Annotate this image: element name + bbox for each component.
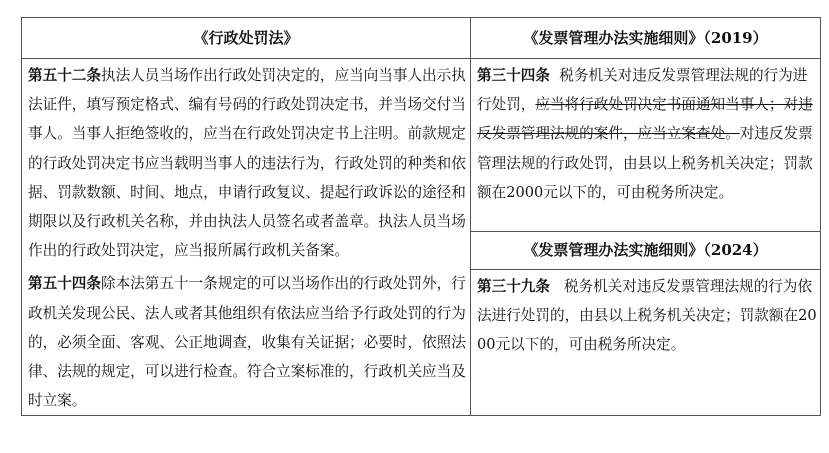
left-body-cell (22, 59, 471, 416)
article-54-paragraph (28, 269, 467, 415)
right-top-body (471, 59, 820, 231)
article-34-text-after: 对违反发票管理法规的行政处罚，由县以上税务机关决定；罚款额在2000元以下的，可由税务所决定。 (477, 125, 813, 201)
article-34-deleted-text: 应当将行政处罚决定书面通知当事人；对违反发票管理法规的案件，应当立案查处。 (477, 96, 813, 143)
article-34-paragraph (477, 61, 817, 207)
header-row (22, 18, 821, 59)
article-39-text: 税务机关对违反发票管理法规的行为依法进行处罚的，由县以上税务机关决定；罚款额在2000元以下的，可由税务所决定。 (477, 278, 817, 354)
article-34-text-before: 税务机关对违反发票管理法规的行为进行处罚， (477, 67, 808, 114)
article-52-text: 执法人员当场作出行政处罚决定的，应当向当事人出示执法证件，填写预定格式、编有号码的行政处罚决定书，并当场交付当事人。当事人拒绝签收的，应当在行政处罚决定书上注明。前款规定的行政处罚决定书应当载明当事人的违法行为，行政处罚的种类和依据、罚款数额、时间、地点，申请行政复议、提起行政诉讼的途径和期限以及行政机关名称，并由执法人员签名或者盖章。执法人员当场作出的行政处罚决定，应当报所属行政机关备案。 (28, 67, 466, 260)
article-34-number: 第三十四条 (477, 67, 550, 84)
right-body-cell (471, 59, 821, 416)
article-39-paragraph (477, 272, 817, 360)
comparison-table (21, 17, 821, 416)
left-heading: 《行政处罚法》 (22, 18, 471, 59)
article-54-text: 除本法第五十一条规定的可以当场作出的行政处罚外，行政机关发现公民、法人或者其他组织有依法应当给予行政处罚的行为的，必须全面、客观、公正地调查，收集有关证据；必要时，依照法律、法规的规定，可以进行检查。符合立案标准的，行政机关应当及时立案。 (28, 275, 466, 410)
article-39-number: 第三十九条 (477, 278, 550, 295)
article-52-number: 第五十二条 (28, 67, 101, 84)
right-bottom-heading: 《发票管理办法实施细则》（2024） (471, 231, 820, 270)
article-54-number: 第五十四条 (28, 275, 101, 293)
right-bottom-body (471, 270, 820, 360)
body-row (22, 59, 821, 416)
right-top-heading: 《发票管理办法实施细则》（2019） (471, 18, 821, 59)
article-52-paragraph (28, 61, 467, 265)
